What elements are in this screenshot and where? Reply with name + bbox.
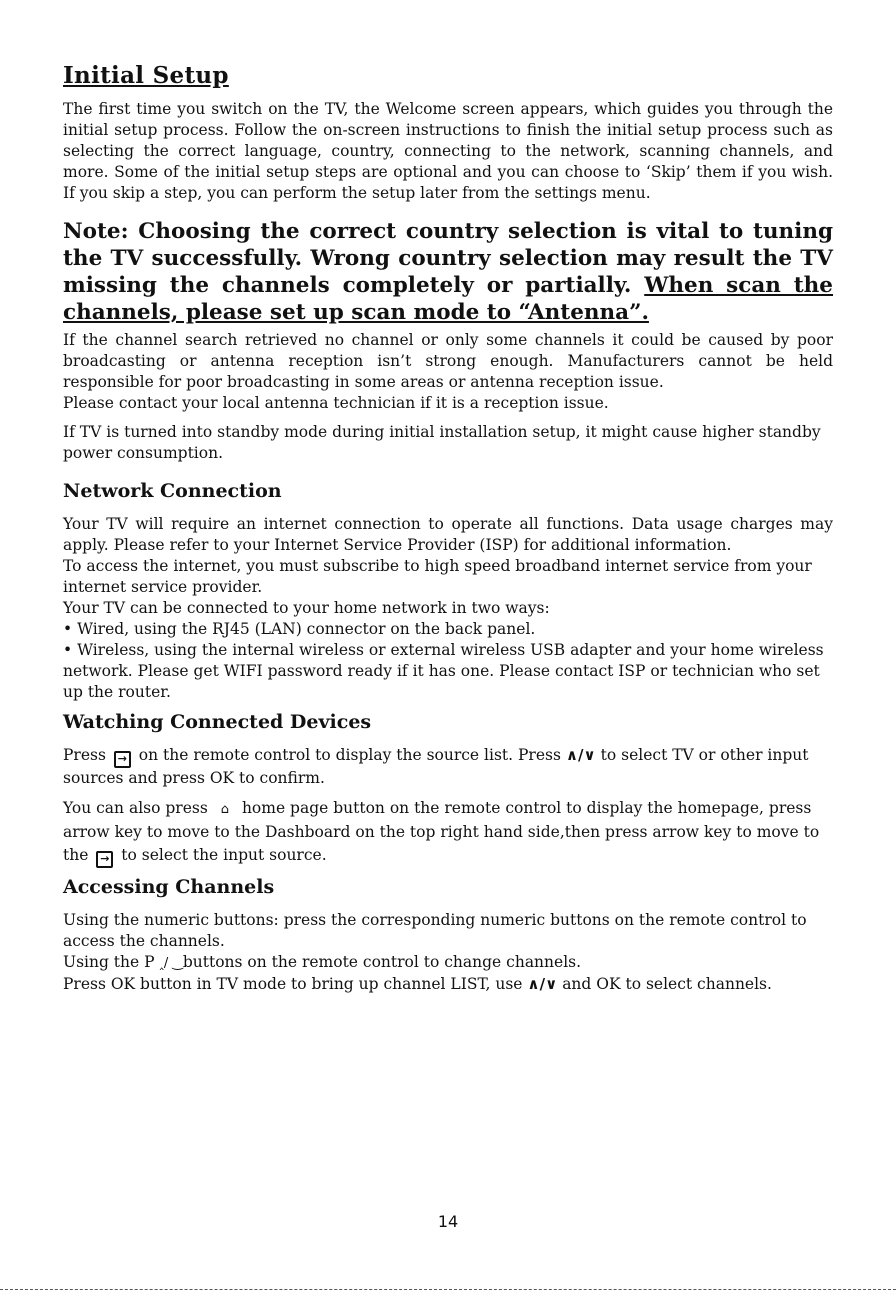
accessing-p1: Using the numeric buttons: press the corresponding numeric buttons on the remote control to access the channels. — [63, 911, 807, 950]
network-p2: To access the internet, you must subscribe to high speed broadband internet service from your internet service provider. — [63, 557, 812, 596]
accessing-p2 — [63, 952, 833, 974]
watching-p2-a: You can also press — [63, 799, 208, 817]
accessing-p3-a: Press OK button in TV mode to bring up channel LIST, use — [63, 975, 523, 993]
page-title: Initial Setup — [63, 62, 229, 89]
note-text: Note: Choosing the correct country selection is vital to tuning the TV successfully. Wrong country selection may result the TV missing the channels completely or partially. — [63, 219, 833, 298]
accessing-p2-b: buttons on the remote control to change channels. — [182, 953, 582, 971]
watching-p1-b: on the remote control to display the source list. Press — [138, 746, 561, 764]
country-note — [63, 218, 833, 326]
no-channel-paragraph: If the channel search retrieved no channel or only some channels it could be caused by poor broadcasting or antenna reception isn’t strong enough. Manufacturers cannot be held responsible for poor broadcasting in some areas or antenna reception issue. — [63, 331, 833, 391]
bottom-divider — [0, 1289, 896, 1290]
watching-p2-c: to select the input source. — [121, 846, 327, 864]
standby-paragraph: If TV is turned into standby mode during initial installation setup, it might cause higher standby power consumption. — [63, 423, 821, 462]
accessing-p2-a: Using the P — [63, 953, 155, 971]
channel-up-down-icon: ‸/ ‿ — [159, 956, 183, 971]
network-bullet-wireless: • Wireless, using the internal wireless or external wireless USB adapter and your home wireless network. Please get WIFI password ready if it has one. Please contact ISP or technician who set up the router. — [63, 641, 824, 701]
up-down-arrow-icon: ∧/∨ — [565, 746, 596, 764]
up-down-arrow-icon: ∧/∨ — [527, 975, 558, 993]
contact-paragraph: Please contact your local antenna technician if it is a reception issue. — [63, 394, 609, 412]
watching-p1-a: Press — [63, 746, 106, 764]
network-p1: Your TV will require an internet connection to operate all functions. Data usage charges may apply. Please refer to your Internet Service Provider (ISP) for additional information. — [63, 515, 833, 554]
accessing-heading: Accessing Channels — [63, 876, 275, 898]
network-p3: Your TV can be connected to your home network in two ways: — [63, 599, 550, 617]
note-underlined: When scan the channels, please set up scan mode to “Antenna”. — [63, 273, 833, 325]
watching-p2 — [63, 797, 833, 868]
page-number: 14 — [437, 1212, 459, 1231]
watching-p1 — [63, 745, 833, 789]
accessing-p3 — [63, 974, 833, 995]
manual-page — [63, 62, 833, 1003]
network-heading: Network Connection — [63, 480, 282, 502]
watching-p2-b: home page button on the remote control to display the homepage, press arrow key to move to the Dashboard on the top right hand side,then press arrow key to move to the — [63, 799, 820, 864]
watching-heading: Watching Connected Devices — [63, 711, 372, 733]
home-icon: ⌂ — [220, 802, 229, 817]
accessing-p3-b: and OK to select channels. — [562, 975, 772, 993]
source-input-icon: → — [114, 751, 131, 768]
network-bullet-wired: • Wired, using the RJ45 (LAN) connector on the back panel. — [63, 620, 536, 638]
watching-p1-c: to select TV or other input sources and press OK to confirm. — [63, 746, 809, 787]
source-input-icon: → — [96, 851, 113, 868]
intro-paragraph: The first time you switch on the TV, the Welcome screen appears, which guides you through the initial setup process. Follow the on-screen instructions to finish the initial setup process such as selecting the correct language, country, connecting to the network, scanning channels, and more. Some of the initial setup steps are optional and you can choose to ‘Skip’ them if you wish. If you skip a step, you can perform the setup later from the settings menu. — [63, 100, 833, 202]
